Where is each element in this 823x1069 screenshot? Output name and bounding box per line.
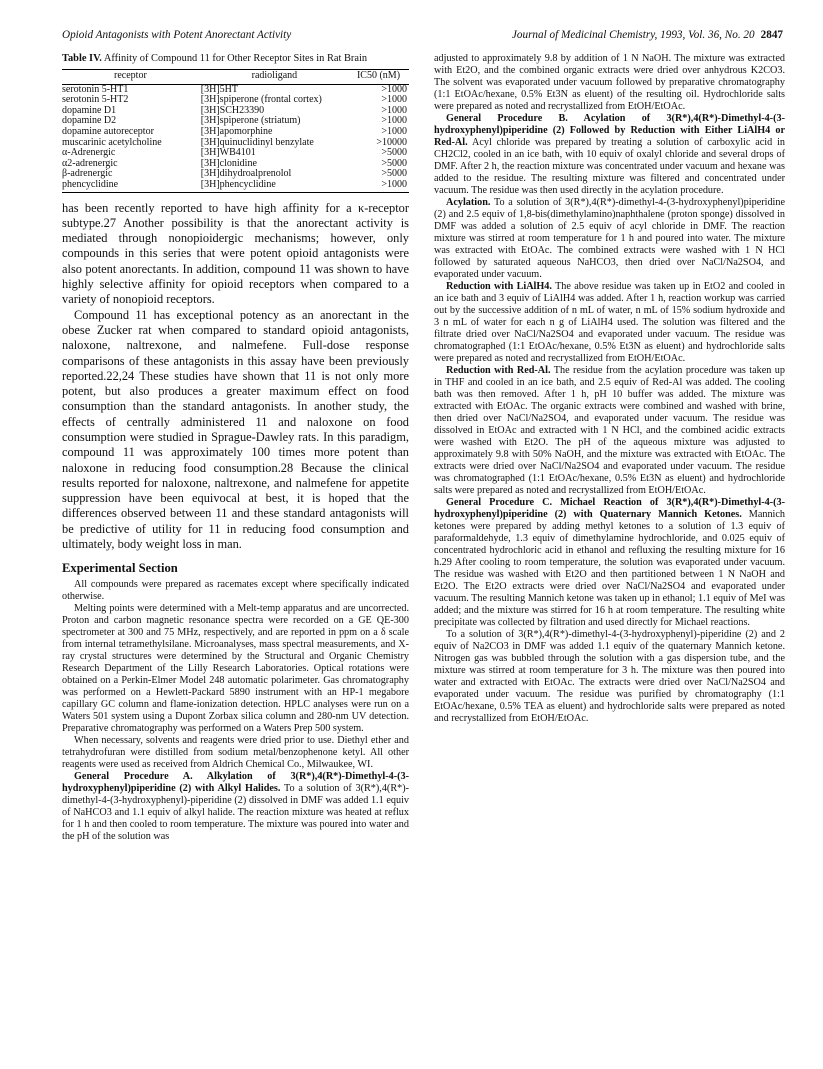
paragraph: When necessary, solvents and reagents were dried prior to use. Diethyl ether and tetrahydrofuran were distilled from sodium metal/benzophenone ketyl. All other reagents were used as received from Aldrich Chemical Co., Milwaukee, WI. (62, 734, 409, 770)
ic50-cell: >1000 (381, 125, 407, 137)
redal-title: Reduction with Red-Al. (446, 365, 551, 376)
procedure-b (434, 113, 785, 197)
radioligand-cell: [3H]SCH23390 (200, 104, 265, 116)
radioligand-cell: [3H]apomorphine (200, 125, 273, 137)
table-row (62, 127, 409, 138)
paragraph: has been recently reported to have high affinity for a κ-receptor subtype.27 Another possibility is that the anorectant activity is mediated through nonopioidergic mechanisms; however, only compounds in this series that were potent opioid antagonists were also potent anorectants. In addition, compound 11 was shown to have highly selective affinity for opioid receptors when compared to a variety of nonopioid receptors. (62, 200, 409, 307)
lialh4-text: The above residue was taken up in EtO2 and cooled in an ice bath and 3 equiv of LiAlH4 was added. After 1 h, reaction workup was carried out by the successive addition of n mL of water, n mL of 15% sodium hydroxide and 3 n mL of water for each n g of LiAlH4 used. The solution was filtered and the filtrate dried over NaCl/Na2SO4 and evaporated under vacuum. The residue was chromatographed (1:1 EtOAc/hexane, 0.5% Et3N as eluent) and hydrochloride salts were prepared as noted and recrystallized from EtOH/EtOAc. (434, 281, 785, 364)
procedure-a-title: General Procedure A. Alkylation of 3(R*),4(R*)-Dimethyl-4-(3-hydroxyphenyl)piperidine (2) with Alkyl Halides. (62, 770, 409, 794)
receptor-cell: dopamine D2 (62, 115, 117, 127)
radioligand-cell: [3H]spiperone (frontal cortex) (200, 94, 322, 106)
procedure-c-text: Mannich ketones were prepared by adding methyl ketones to a solution of 1.3 equiv of paraformaldehyde, 1.3 equiv of dimethylamine hydrochloride, and 0.025 equiv of concentrated hydrochloric acid in ethanol and refluxing the resulting mixture for 16 h.29 After cooling to room temperature, the solution was evaporated under vacuum. The residue was washed with Et2O and then partitioned between 1 N NaOH and Et2O. The Et2O extracts were dried over NaCl/Na2SO4 and evaporated under vacuum. The resulting Mannich ketone was taken up in ethanol; 1.1 equiv of MeI was added; and the mixture was stirred for 16 h at room temperature. The resulting white precipitate was collected by filtration and used directly for Michael reactions. (434, 509, 785, 628)
radioligand-cell: [3H]quinuclidinyl benzylate (200, 136, 314, 148)
paragraph: To a solution of 3(R*),4(R*)-dimethyl-4-(3-hydroxyphenyl)-piperidine (2) and 2 equiv of Na2CO3 in DMF was added 1.1 equiv of the quaternary Mannich ketone. Nitrogen gas was bubbled through the solution with a gas dispersion tube, and the mixture was stirred at room temperature for 3 h. The mixture was then poured into water and extracted with EtOAc. The extracts were dried over NaCl/Na2SO4 and evaporated under vacuum. The residue was purified by chromatography (1:1 EtOAc/hexane, 0.5% TEA as eluent) and hydrochloride salts were prepared as noted and recrystallized from EtOH/EtOAc. (434, 629, 785, 724)
radioligand-cell: [3H]spiperone (striatum) (200, 115, 301, 127)
lialh4-title: Reduction with LiAlH4. (446, 281, 552, 292)
receptor-table (62, 69, 409, 193)
table-header-ic50: IC50 (nM) (350, 70, 409, 85)
ic50-cell: >1000 (381, 115, 407, 127)
redal-text: The residue from the acylation procedure was taken up in THF and cooled in an ice bath, and 2.5 equiv of Red-Al was added. The cooling bath was then removed. After 1 h, pH 10 buffer was added. The mixture was extracted with EtOAc. The organic extracts were combined and washed with brine, then dried over NaCl/Na2SO4, and evaporated under vacuum. The residue was dissolved in EtOAc and extracted with 1 N HCl, and the combined acidic extracts were washed with Et2O. The pH of the aqueous mixture was adjusted to approximately 9.8 with 50% NaOH, and the mixture was extracted with EtOAc. The extracts were dried over NaCl/Na2SO4 and evaporated under vacuum. The residue was chromatographed (1:1 EtOAc/hexane, 0.5% Et3N as eluent) and hydrochloride salts were prepared as noted and recrystallized from EtOH/EtOAc. (434, 365, 785, 496)
ic50-cell: >10000 (376, 136, 407, 148)
receptor-cell: α-Adrenergic (62, 147, 116, 159)
radioligand-cell: [3H]5HT (200, 83, 239, 95)
receptor-cell: muscarinic acetylcholine (62, 136, 162, 148)
table-row (62, 180, 409, 192)
receptor-cell: serotonin 5-HT1 (62, 83, 129, 95)
procedure-b-title: General Procedure B. Acylation of 3(R*),4(R*)-Dimethyl-4-(3-hydroxyphenyl)piperidine (2) Followed by Reduction with Either LiAlH4 or Red-Al. (434, 113, 785, 148)
lialh4-paragraph (434, 281, 785, 365)
paragraph: adjusted to approximately 9.8 by addition of 1 N NaOH. The mixture was extracted with Et2O, and the combined organic extracts were dried over anhydrous K2CO3. The solvent was evaporated under vacuum followed by preparative chromatography (1:1 EtOAc/hexane, 0.5% Et3N as eluent) of the resulting oil. Hydrochloride salts were prepared as noted and recrystallized from EtOH/EtOAc. (434, 53, 785, 112)
ic50-cell: >5000 (381, 157, 407, 169)
receptor-cell: phencyclidine (62, 180, 201, 192)
radioligand-cell: [3H]phencyclidine (201, 180, 350, 192)
acylation-paragraph (434, 197, 785, 281)
paragraph: All compounds were prepared as racemates except where specifically indicated otherwise. (62, 578, 409, 602)
table-label: Table IV. (62, 53, 102, 64)
experimental-text (62, 579, 409, 843)
receptor-cell: dopamine D1 (62, 104, 117, 116)
header-title: Opioid Antagonists with Potent Anorectant Activity (62, 29, 292, 41)
paragraph: Melting points were determined with a Melt-temp apparatus and are uncorrected. Proton and carbon magnetic resonance spectra were recorded on a GE QE-300 spectrometer at 300 and 75 MHz, respectively, and are reported in ppm on a δ scale from internal tetramethylsilane. Microanalyses, mass spectral measurements, and X-ray crystal structures were determined by the Structural and Organic Chemistry Research Department of the Lilly Research Laboratories. Optical rotations were obtained on a Perkin-Elmer Model 248 automatic polarimeter. Gas chromatography was performed on a Hewlett-Packard 5890 instrument with an HP-1 megabore capillary GC column and flame-ionization detection. HPLC analyses were run on a Waters 501 system using a Dupont Zorbax silica column and 280-nm UV detection. Preparative chromatography was performed on a Waters Prep 500 system. (62, 602, 409, 734)
left-column (62, 53, 409, 843)
table-caption (62, 53, 409, 65)
receptor-cell: serotonin 5-HT2 (62, 94, 129, 106)
running-header (62, 29, 783, 45)
redal-paragraph (434, 365, 785, 497)
receptor-cell: dopamine autoreceptor (62, 125, 154, 137)
table-caption-text: Affinity of Compound 11 for Other Receptor Sites in Rat Brain (103, 53, 368, 64)
section-heading: Experimental Section (62, 561, 178, 576)
ic50-cell: >1000 (381, 104, 407, 116)
radioligand-cell: [3H]dihydroalprenolol (200, 168, 292, 180)
procedure-c-title: General Procedure C. Michael Reaction of 3(R*),4(R*)-Dimethyl-4-(3-hydroxyphenyl)piperidine (2) with Quaternary Mannich Ketones. (434, 497, 785, 520)
radioligand-cell: [3H]clonidine (200, 157, 257, 169)
ic50-cell: >1000 (381, 83, 407, 95)
header-citation: Journal of Medicinal Chemistry, 1993, Vol. 36, No. 20 (511, 29, 755, 41)
page-number: 2847 (760, 29, 783, 41)
ic50-cell: >1000 (381, 94, 407, 106)
discussion-text (62, 201, 409, 553)
procedure-c (434, 497, 785, 629)
table-header-radioligand: radioligand (201, 70, 350, 85)
paragraph: Compound 11 has exceptional potency as an anorectant in the obese Zucker rat when compared to standard opioid antagonists, naloxone, naltrexone, and nalmefene. Full-dose response comparisons of these antagonists in this assay have been previously reported.22,24 These studies have shown that 11 is not only more potent, but also produces a greater maximum effect on food consumption than the standard antagonists. In another study, the effects of centrally administered 11 and naloxone on food consumption were studied in Sprague-Dawley rats. In this paradigm, compound 11 was approximately 100 times more potent than naloxone in reducing food consumption.28 Because the clinical results reported for naloxone, naltrexone, and nalmefene for appetite suppression have been equivocal at best, it is hoped that the differences observed between 11 and these standard antagonists will be predictive of utility for 11 in reducing food consumption and ultimately, body weight loss in man. (62, 307, 409, 552)
ic50-cell: >1000 (350, 180, 409, 192)
ic50-cell: >5000 (381, 168, 407, 180)
procedure-a-text: To a solution of 3(R*),4(R*)-dimethyl-4-(3-hydroxyphenyl)-piperidine (2) dissolved in DMF was added 1.1 equiv of NaHCO3 and 1.1 equiv of alkyl halide. The reaction mixture was heated at reflux for 1 h and then cooled to room temperature. The mixture was poured into water and the pH of the solution was (62, 782, 409, 842)
ic50-cell: >5000 (381, 147, 407, 159)
header-journal (512, 29, 783, 41)
right-column (434, 53, 785, 725)
procedure-b-text: Acyl chloride was prepared by treating a solution of carboxylic acid in CH2Cl2, cooled in an ice bath, with 10 equiv of oxalyl chloride and several drops of DMF. After 2 h, the reaction mixture was concentrated under vacuum and hexane was added to the residue. The resulting mixture was filtered and concentrated under vacuum. The residue was then used directly in the acylation procedure. (434, 137, 786, 196)
receptor-cell: β-adrenergic (62, 168, 113, 180)
receptor-cell: α2-adrenergic (62, 157, 118, 169)
acylation-text: To a solution of 3(R*),4(R*)-dimethyl-4-(3-hydroxyphenyl)piperidine (2) and 2.5 equiv of 1,8-bis(dimethylamino)naphthalene (proton sponge) dissolved in DMF was added a solution of 2.5 equiv of acyl chloride in DMF. The reaction mixture was stirred at room temperature for 1 h and poured into water. The mixture was extracted with EtOAc. The combined extracts were washed with 1 N HCl followed by saturated aqueous NaHCO3, then dried over NaCl/Na2SO4, and evaporated under vacuum. (434, 197, 785, 280)
radioligand-cell: [3H]WB4101 (200, 147, 256, 159)
table-header-receptor: receptor (62, 70, 201, 85)
procedure-a (62, 771, 409, 843)
acylation-title: Acylation. (446, 197, 491, 208)
